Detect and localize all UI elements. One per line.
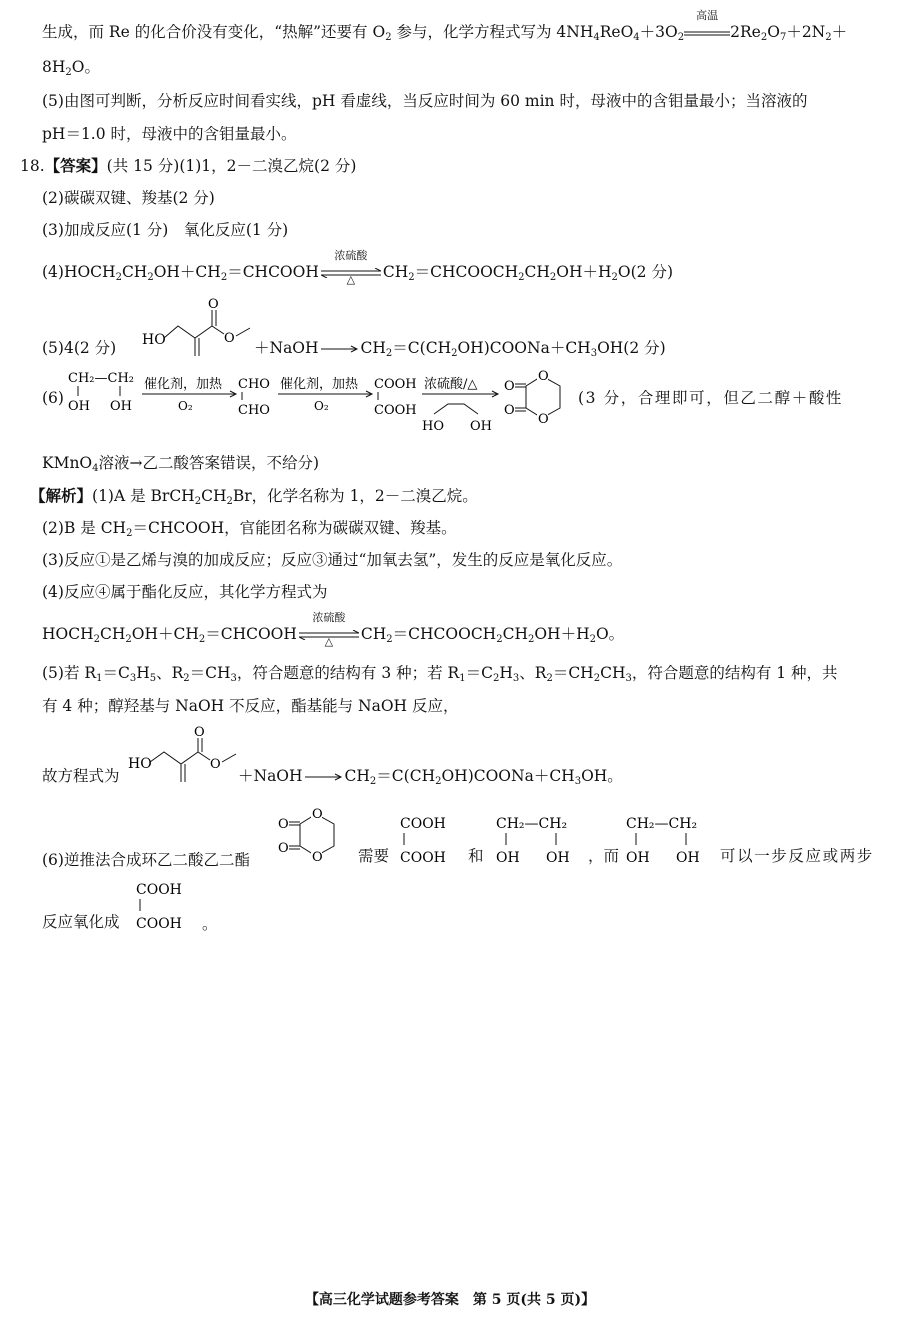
text-line: (5)4(2 分) [42,339,117,357]
svg-text:OH: OH [110,399,132,414]
text-line: 和 [468,847,484,865]
text-line: ，而 [588,847,620,865]
text-line: 有 4 种；醇羟基与 NaOH 不反应，酯基能与 NaOH 反应， [42,697,459,715]
svg-text:COOH: COOH [400,850,446,866]
svg-text:CHO: CHO [238,403,270,418]
svg-text:O: O [278,841,289,856]
svg-text:O: O [312,808,323,822]
text-line: (3 分，合理即可，但乙二醇＋酸性 [578,389,844,407]
svg-text:催化剂，加热: 催化剂，加热 [280,377,359,392]
svg-text:O: O [194,726,205,740]
text-line: (3)加成反应(1 分) 氧化反应(1 分) [42,221,289,239]
svg-text:浓硫酸/△: 浓硫酸/△ [424,377,478,392]
answer-tag: 【答案】 [44,156,107,175]
text-line: KMnO$_4$溶液→乙二酸答案错误，不给分) [42,454,320,474]
svg-text:CH₂—CH₂: CH₂—CH₂ [68,371,134,386]
svg-text:OH: OH [68,399,90,414]
ethylene-glycol-structure [494,812,584,868]
equilibrium-arrow: 浓硫酸 △ [321,263,381,283]
svg-text:O: O [504,403,515,418]
equation-line: ＋NaOH $CH_2=C(CH_2OH)COONa+CH_3OH(2$ 分) [254,339,666,359]
text-line: (6) [42,389,64,407]
svg-text:O₂: O₂ [178,399,193,413]
page-footer: 【高三化学试题参考答案 第 5 页(共 5 页)】 [304,1292,596,1308]
text-line: 可以一步反应或两步 [720,847,874,865]
svg-text:OH: OH [546,850,570,866]
svg-text:O₂: O₂ [314,399,329,413]
svg-text:CH₂—CH₂: CH₂—CH₂ [626,816,698,832]
text-line: 需要 [358,847,390,865]
equation-line: $HOCH_2CH_2OH+CH_2=CHCOOH$ 浓硫酸 △ $CH_2=CHCOOCH_2CH_2OH+H_2O$。 [42,611,625,648]
reaction-arrow: 高温 [696,9,719,22]
svg-text:O: O [224,331,235,346]
text-line: (6)逆推法合成环乙二酸乙二酯 [42,851,250,869]
svg-text:COOH: COOH [136,916,182,932]
equilibrium-arrow: 浓硫酸 △ [299,625,359,645]
oxalic-acid-structure [398,812,464,868]
question-18-header: 18.【答案】(共 15 分)(1)1，2－二溴乙烷(2 分) [20,156,357,175]
text-line: 生成，而 Re 的化合价没有变化，“热解”还要有 $O_2$ 参与，化学方程式写为 $4NH_4ReO_4+3O_2$ 高温 $2Re_2O_7+2N_2+$ [42,9,848,43]
equation-line: ＋NaOH $CH_2=C(CH_2OH)COONa+CH_3OH$。 [238,767,623,787]
reaction-arrow [305,772,343,782]
svg-text:HO: HO [142,332,166,348]
svg-text:O: O [538,412,549,427]
svg-text:OH: OH [626,850,650,866]
text-line: $8H_2O$。 [42,58,100,78]
svg-text:CHO: CHO [238,377,270,392]
text-line: (2)碳碳双键、羧基(2 分) [42,189,215,207]
text-line: 故方程式为 [42,767,120,785]
svg-text:OH: OH [676,850,700,866]
svg-text:O: O [538,369,549,384]
svg-text:O: O [210,757,221,772]
svg-text:COOH: COOH [400,816,446,832]
svg-text:O: O [504,379,515,394]
svg-text:OH: OH [496,850,520,866]
svg-text:催化剂，加热: 催化剂，加热 [144,377,223,392]
oxalic-acid-structure [134,878,200,934]
text-line: 。 [202,915,218,933]
text-line: 【解析】(1)A 是 $BrCH_2CH_2Br$，化学名称为 1，2－二溴乙烷。 [30,486,478,507]
svg-text:OH: OH [470,419,492,434]
ethylene-glycol-structure [624,812,714,868]
hydroxymethyl-acrylate-structure [126,726,241,796]
text-line: (5)由图可判断，分析反应时间看实线，pH 看虚线，当反应时间为 60 min 时，母液中的含钼量最小；当溶液的 [42,92,808,110]
cyclic-ester-structure [276,808,356,872]
hydroxymethyl-acrylate-structure [140,296,255,366]
svg-text:COOH: COOH [136,882,182,898]
reaction-arrow [321,344,359,354]
text-line: (4)反应④属于酯化反应，其化学方程式为 [42,583,328,601]
text-line: 反应氧化成 [42,913,120,931]
equation-line: $(4)HOCH_2CH_2OH+CH_2=CHCOOH$ 浓硫酸 △ $CH_2=CHCOOCH_2CH_2OH+H_2O(2$ 分) [42,249,674,286]
text-line: (2)B 是 $CH_2=CHCOOH$，官能团名称为碳碳双键、羧基。 [42,519,457,539]
analysis-tag: 【解析】 [30,486,93,505]
svg-text:O: O [312,850,323,865]
svg-text:COOH: COOH [374,377,417,392]
svg-text:O: O [208,297,219,312]
svg-text:HO: HO [422,419,444,434]
svg-text:COOH: COOH [374,403,417,418]
svg-text:CH₂—CH₂: CH₂—CH₂ [496,816,568,832]
svg-text:HO: HO [128,756,152,772]
text-line: (5)若 $R_1=C_3H_5$、$R_2=CH_3$，符合题意的结构有 3 种；若 $R_1=C_2H_3$、$R_2=CH_2CH_3$，符合题意的结构有 1 种，共 [42,664,838,684]
svg-text:O: O [278,817,289,832]
text-line: (3)反应①是乙烯与溴的加成反应；反应③通过“加氧去氢”，发生的反应是氧化反应。 [42,551,623,569]
text-line: pH＝1.0 时，母液中的含钼量最小。 [42,125,297,143]
